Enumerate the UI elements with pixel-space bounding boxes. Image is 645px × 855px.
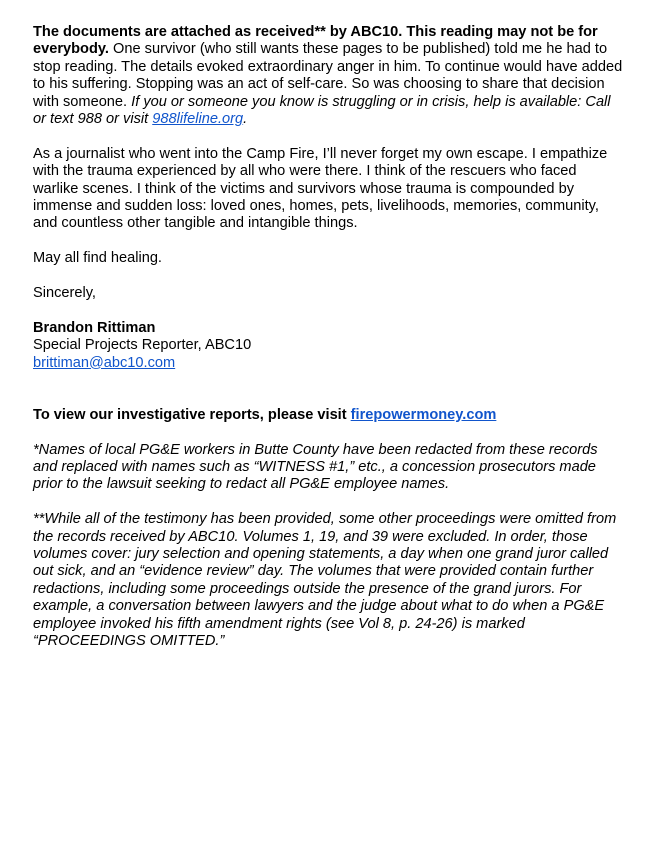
signature-email-link[interactable]: brittiman@abc10.com [33, 354, 176, 371]
signature-title: Special Projects Reporter, ABC10 [33, 337, 252, 354]
signature-name [33, 320, 625, 337]
footnote-omitted [33, 511, 625, 650]
intro-body: One survivor (who still wants these pages to be published) told me he had to stop reading. The details evoked extraordinary anger in him. To continue would have added to his suffering. Stopping was an act of self-care. So was choosing to share that decision with someone. [33, 41, 623, 110]
reports-text: To view our investigative reports, please visit [33, 406, 351, 423]
intro-paragraph [33, 24, 625, 128]
closing-line: Sincerely, [33, 285, 96, 302]
signature-email-line [33, 355, 625, 372]
intro-bold-lead: The documents are attached as received** by ABC10. This reading may not be for everybody. [33, 24, 598, 58]
reports-line [33, 407, 625, 424]
crisis-text: If you or someone you know is struggling or in crisis, help is available: Call or text 988 or visit [33, 93, 611, 128]
signature-name-text: Brandon Rittiman [33, 319, 156, 336]
crisis-period: . [243, 111, 248, 128]
footnote-omitted-text: **While all of the testimony has been provided, some other proceedings were omitted from the records received by ABC10. Volumes 1, 19, and 39 were excluded. In order, those volumes cover: jury selection and opening statements, a day when one grand juror called out sick, and an “evidence review” day. The volumes that were provided contain further redactions, including some proceedings outside the presence of the grand jurors. For example, a conversation between lawyers and the judge about what to do when a PG&E employee invoked his fifth amendment rights (see Vol 8, p. 24-26) is marked “PROCEEDINGS OMITTED.” [33, 511, 617, 650]
journalist-paragraph: As a journalist who went into the Camp Fire, I’ll never forget my own escape. I empathize with the trauma experienced by all who were there. I think of the rescuers who faced warlike scenes. I think of the victims and survivors whose trauma is compounded by immense and sudden loss: loved ones, homes, pets, livelihoods, memories, community, and countless other tangible and intangible things. [33, 145, 608, 232]
reports-link[interactable]: firepowermoney.com [350, 406, 497, 423]
crisis-lifeline-link[interactable]: 988lifeline.org [152, 111, 244, 128]
healing-line: May all find healing. [33, 250, 162, 267]
footnote-redaction-text: *Names of local PG&E workers in Butte County have been redacted from these records and replaced with names such as “WITNESS #1,” etc., a concession prosecutors made prior to the lawsuit seeking to redact all PG&E employee names. [33, 441, 598, 493]
footnote-redaction [33, 442, 625, 494]
